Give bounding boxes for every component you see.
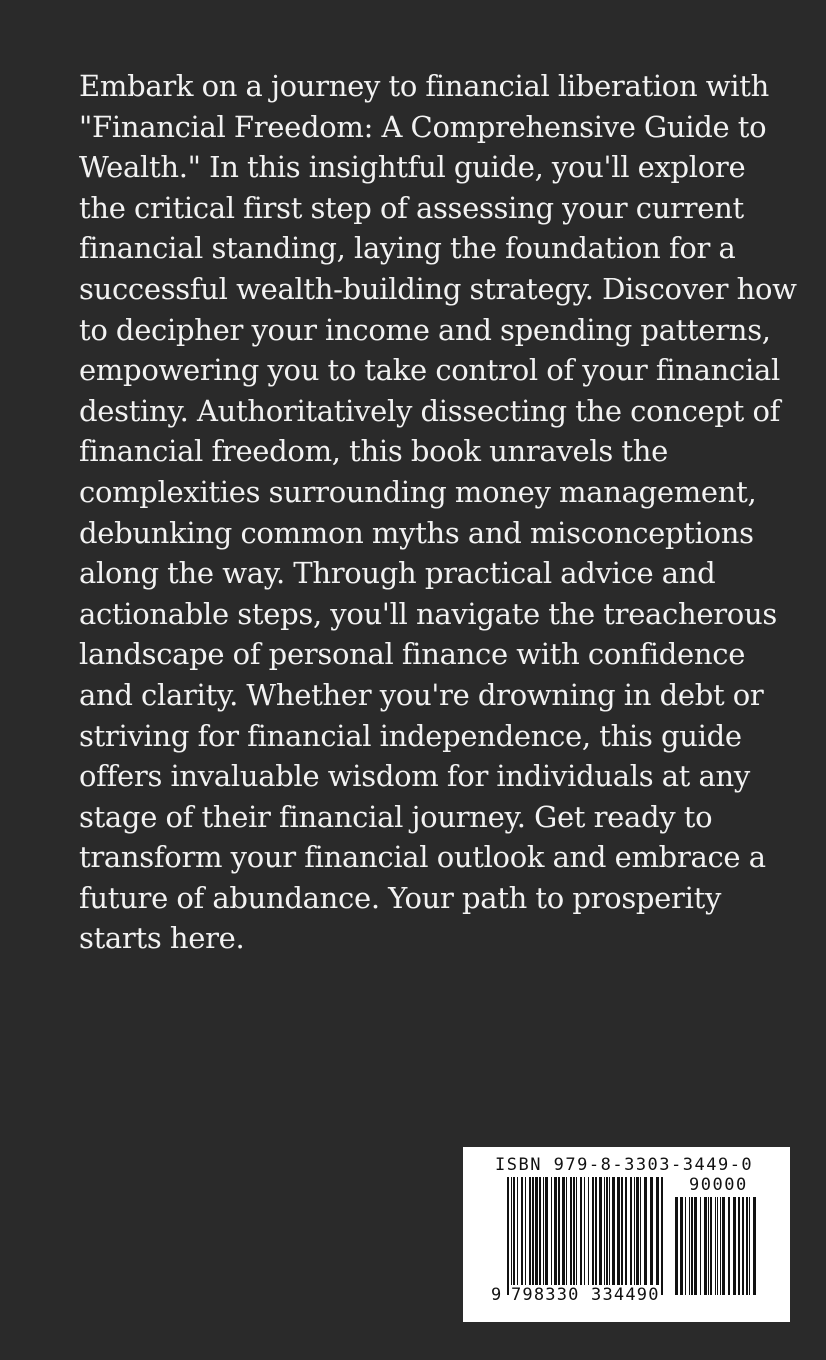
barcode-bar	[675, 1197, 678, 1295]
barcode-bar	[650, 1177, 653, 1295]
barcode-bar	[720, 1197, 721, 1295]
isbn-label: ISBN 979-8-3303-3449-0	[495, 1155, 754, 1175]
barcode-bar	[700, 1197, 701, 1295]
barcode-bar	[606, 1177, 608, 1295]
barcode-bar	[525, 1177, 526, 1295]
back-cover-blurb: Embark on a journey to financial liberation with "Financial Freedom: A Comprehensive Guide to Wealth." In this insightful guide, you'll explore the critical first step of assessing your current financial standing, laying the foundation for a successful wealth-building strategy. Discover how to decipher your income and spending patterns, empowering you to take control of your financial destiny. Authoritatively dissecting the concept of financial freedom, this book unravels the complexities surrounding money management, debunking common myths and misconceptions along the way. Through practical advice and actionable steps, you'll navigate the treacherous landscape of personal finance with confidence and clarity. Whether you're drowning in debt or striving for financial independence, this guide offers invaluable wisdom for individuals at any stage of their financial journey. Get ready to transform your financial outlook and embrace a future of abundance. Your path to prosperity starts here.	[79, 69, 797, 956]
barcode-bar	[576, 1177, 577, 1295]
barcode-bar	[521, 1177, 523, 1295]
isbn-barcode	[463, 1147, 790, 1322]
barcode-bar	[562, 1177, 565, 1295]
barcode-bar	[753, 1197, 756, 1295]
barcode-bar	[644, 1177, 647, 1295]
barcode-bar	[680, 1197, 683, 1295]
price-code: 90000	[689, 1175, 748, 1195]
barcode-bar	[728, 1197, 730, 1295]
barcode-bar	[636, 1177, 639, 1295]
barcode-bar	[513, 1177, 515, 1295]
barcode-bar	[717, 1197, 718, 1295]
barcode-bar	[656, 1177, 659, 1295]
addon-barcode-bars	[675, 1197, 757, 1295]
barcode-bar	[543, 1177, 544, 1295]
ean-digits: 798330 334490	[511, 1285, 660, 1305]
barcode-bar	[566, 1177, 567, 1295]
barcode-bar	[595, 1177, 597, 1295]
barcode-bar	[535, 1177, 538, 1295]
barcode-bar	[715, 1197, 716, 1295]
barcode-bar	[612, 1177, 615, 1295]
barcode-bar	[722, 1197, 725, 1295]
barcode-bar	[507, 1177, 509, 1295]
barcode-bar	[689, 1197, 690, 1295]
barcode-bar	[609, 1177, 610, 1295]
barcode-bar	[704, 1197, 707, 1295]
barcode-bar	[529, 1177, 531, 1295]
barcode-bar	[604, 1177, 605, 1295]
barcode-bar	[691, 1197, 693, 1295]
barcode-bar	[584, 1177, 585, 1295]
barcode-bar	[588, 1177, 589, 1295]
barcode-bar	[545, 1177, 548, 1295]
barcode-bar	[630, 1177, 632, 1295]
barcode-bar	[592, 1177, 594, 1295]
barcode-bar	[634, 1177, 635, 1295]
barcode-bar	[511, 1177, 512, 1295]
ean-lead-digit: 9	[491, 1285, 502, 1305]
barcode-bar	[733, 1197, 736, 1295]
barcode-bar	[621, 1177, 623, 1295]
barcode-bar	[580, 1177, 582, 1295]
barcode-bar	[539, 1177, 541, 1295]
barcode-bar	[617, 1177, 620, 1295]
barcode-bar	[573, 1177, 575, 1295]
barcode-bar	[710, 1197, 712, 1295]
barcode-bar	[570, 1177, 572, 1295]
barcode-bar	[625, 1177, 627, 1295]
barcode-bar	[694, 1197, 697, 1295]
barcode-bar	[640, 1177, 641, 1295]
barcode-bar	[554, 1177, 557, 1295]
barcode-bar	[558, 1177, 560, 1295]
barcode-bar	[738, 1197, 740, 1295]
barcode-bar	[749, 1197, 750, 1295]
barcode-bar	[661, 1177, 663, 1295]
barcode-bar	[685, 1197, 686, 1295]
barcode-bar	[746, 1197, 748, 1295]
barcode-bar	[742, 1197, 744, 1295]
barcode-bar	[551, 1177, 552, 1295]
barcode-bar	[532, 1177, 534, 1295]
barcode-bar	[708, 1197, 709, 1295]
barcode-bar	[599, 1177, 602, 1295]
ean-barcode-bars	[507, 1177, 663, 1295]
barcode-bar	[517, 1177, 518, 1295]
